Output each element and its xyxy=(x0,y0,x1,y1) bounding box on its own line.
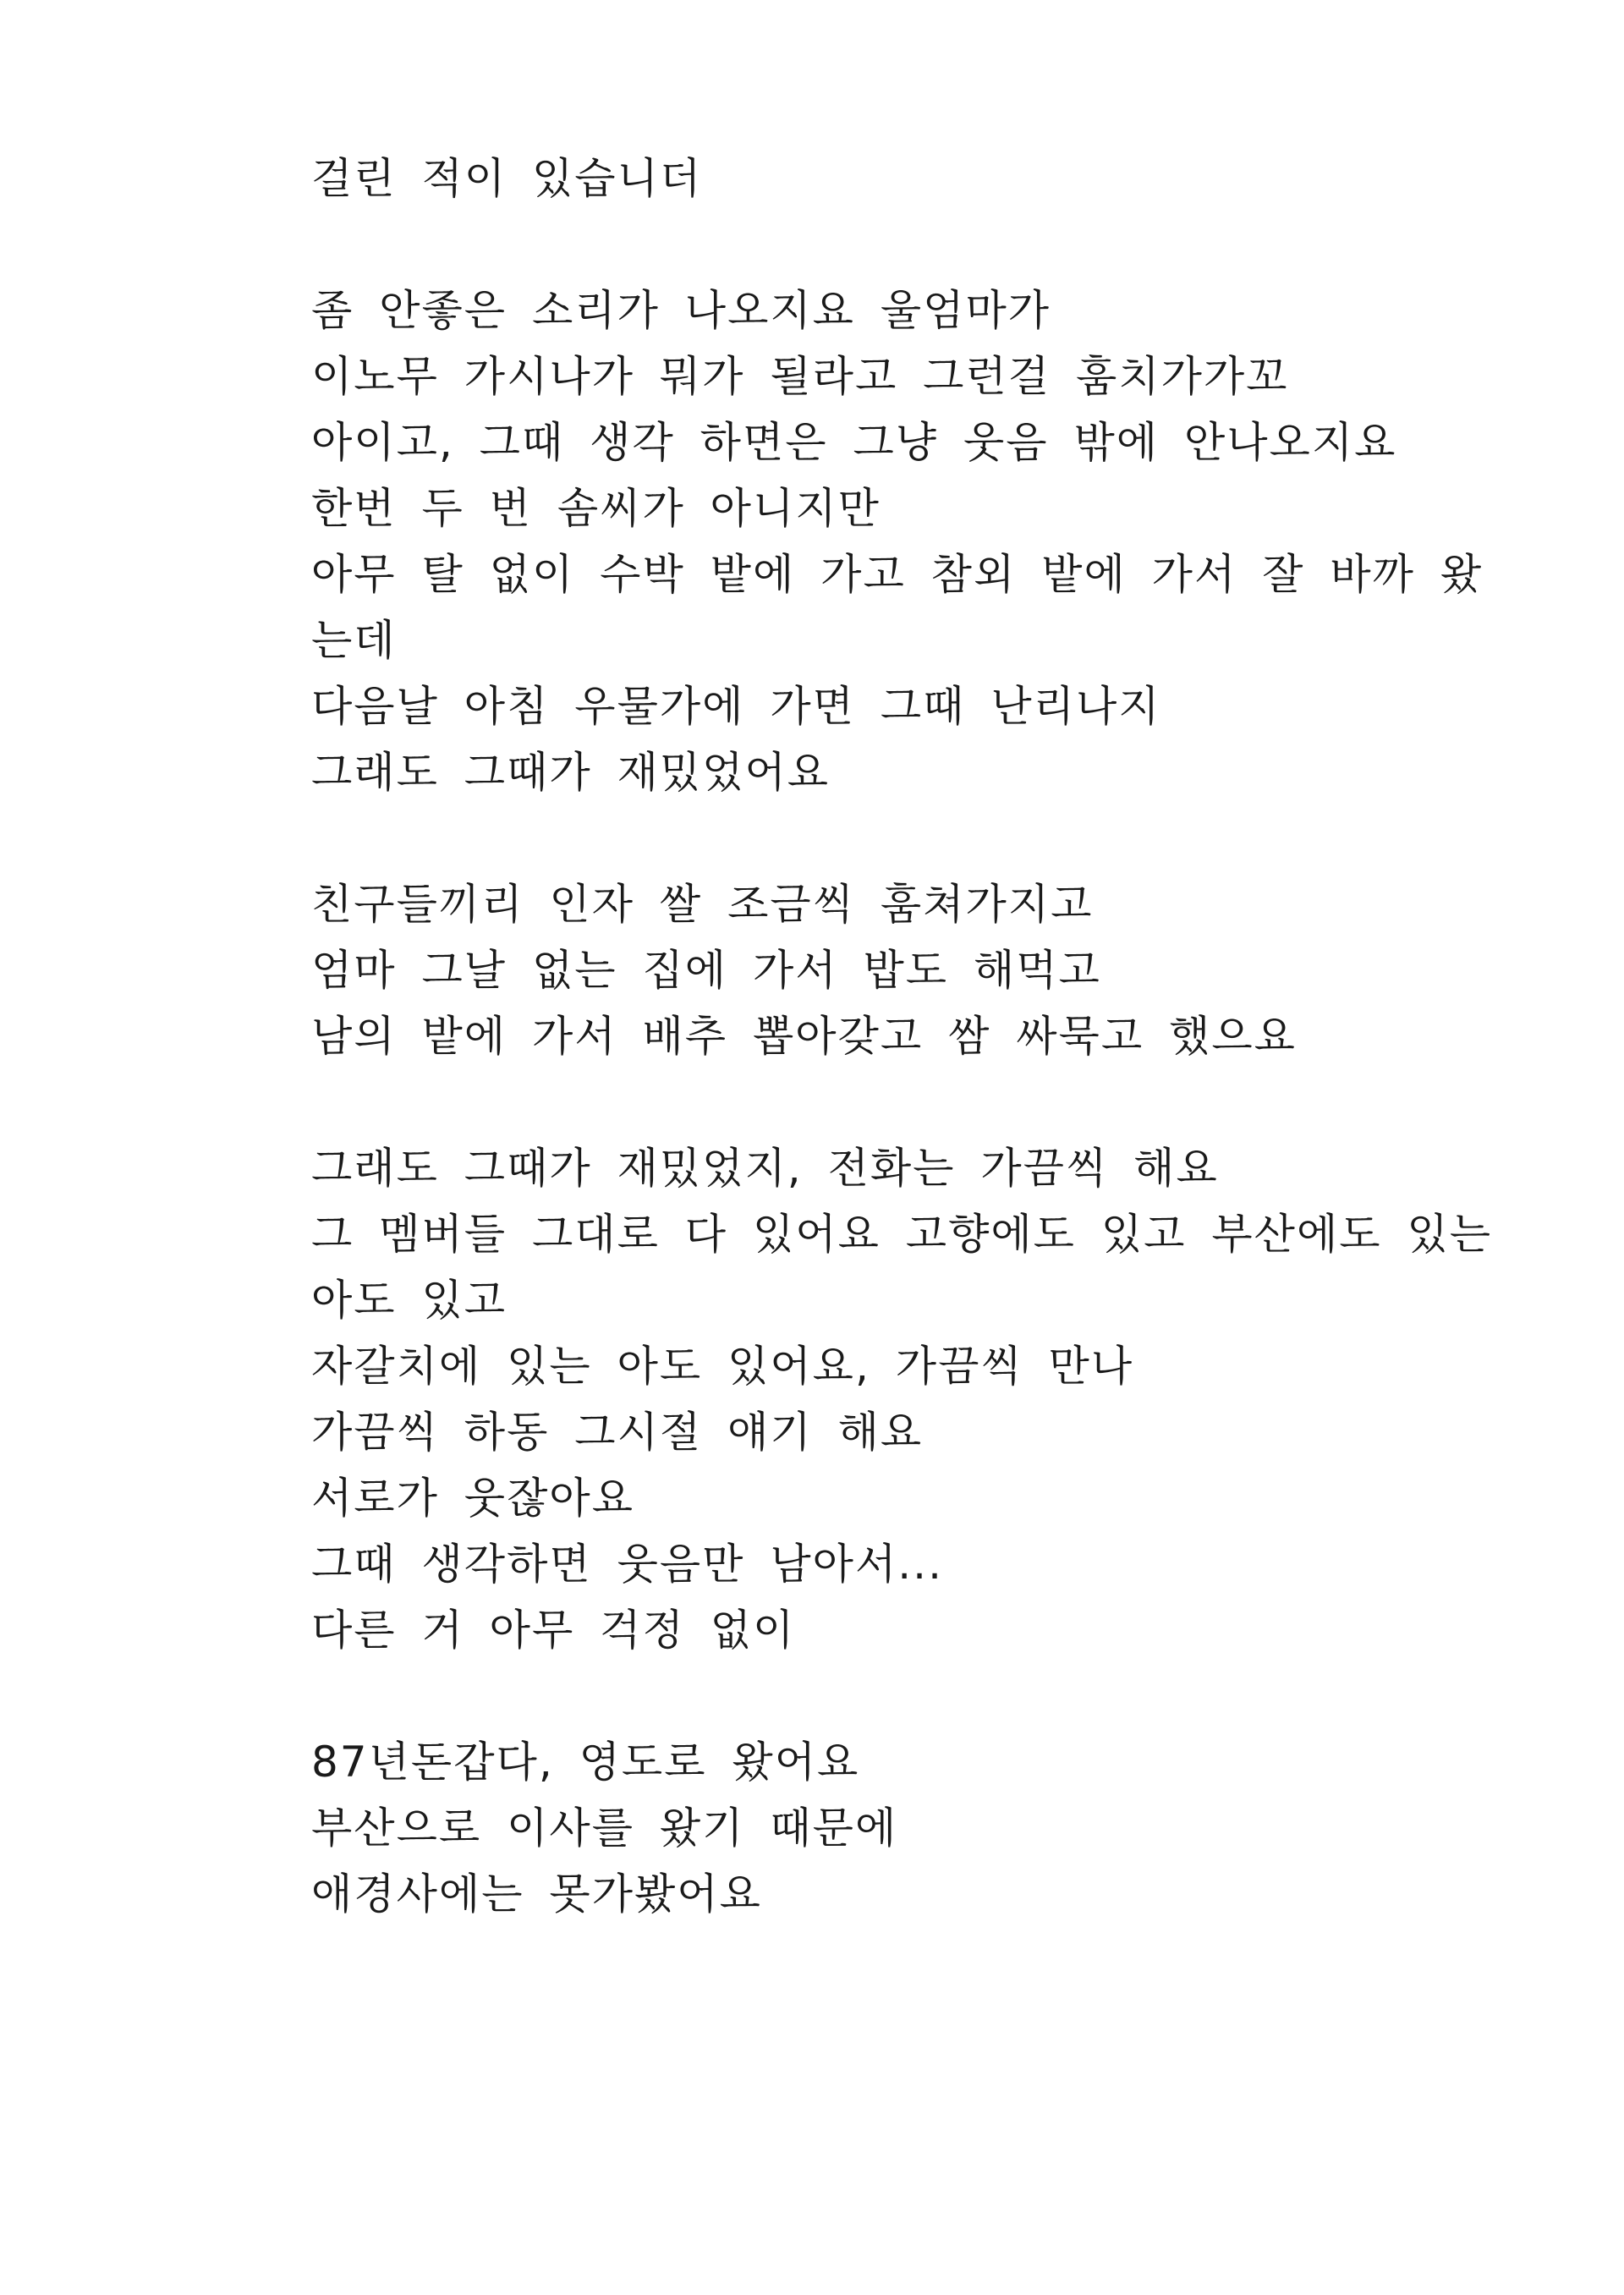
text-line: 아도 있고 xyxy=(311,1276,508,1325)
text-line: 부산으로 이사를 왔기 때문에 xyxy=(311,1804,898,1853)
text-line: 애경사에는 못가봤어요 xyxy=(311,1869,762,1919)
blank-line xyxy=(311,805,1411,871)
text-line: 남의 밭에 가서 배추 뽑아갖고 쌈 싸묵고 했으요 xyxy=(311,1012,1297,1061)
text-line: 자갈치에 있는 아도 있어요, 가끔씩 만나 xyxy=(311,1342,1134,1391)
text-line: 아이고, 그때 생각 하면은 그냥 웃음 밖에 안나오지요 xyxy=(311,418,1397,467)
blank-line xyxy=(311,211,1411,277)
blank-line xyxy=(311,1663,1411,1729)
text-line: 87년돈갑다, 영도로 왔어요 xyxy=(311,1738,860,1787)
text-line: 다음날 아침 우물가에 가면 그때 난리나지 xyxy=(311,682,1161,731)
text-line: 엄마 그날 없는 집에 가서 밥도 해먹고 xyxy=(311,946,1101,995)
text-line: 그 멤버들 그대로 다 있어요 고향에도 있고 부산에도 있는 xyxy=(311,1210,1493,1259)
document-body xyxy=(311,145,1493,1927)
text-line: 그래도 그때가 재밌었지, 전화는 가끔씩 해요 xyxy=(311,1144,1219,1193)
blank-line xyxy=(311,1069,1411,1135)
text-line: 한번 두 번 솜씨가 아니지만 xyxy=(311,484,881,533)
text-line: 다른 거 아무 걱정 없이 xyxy=(311,1606,796,1655)
text-line: 그때 생각하면 웃음만 남아서... xyxy=(311,1540,943,1589)
text-line: 좀 안좋은 소리가 나오지요 울엄마가 xyxy=(311,286,1051,335)
text-line: 걸린 적이 있습니더 xyxy=(311,154,703,203)
text-line: 그래도 그때가 재밌었어요 xyxy=(311,748,831,797)
text-line: 친구들끼리 인자 쌀 조금씩 훔쳐가지고 xyxy=(311,880,1094,929)
text-line: 이노무 가시나가 뭐가 될라고 그런걸 훔치가가꼬 xyxy=(311,352,1289,401)
text-line: 가끔씩 하동 그시절 얘기 해요 xyxy=(311,1408,924,1457)
text-line: 서로가 웃잖아요 xyxy=(311,1474,634,1523)
text-line: 는데 xyxy=(311,616,397,665)
text-line: 아무 탈 없이 수박 밭에 가고 참외 밭에 가서 잘 바까 왔 xyxy=(311,550,1484,599)
